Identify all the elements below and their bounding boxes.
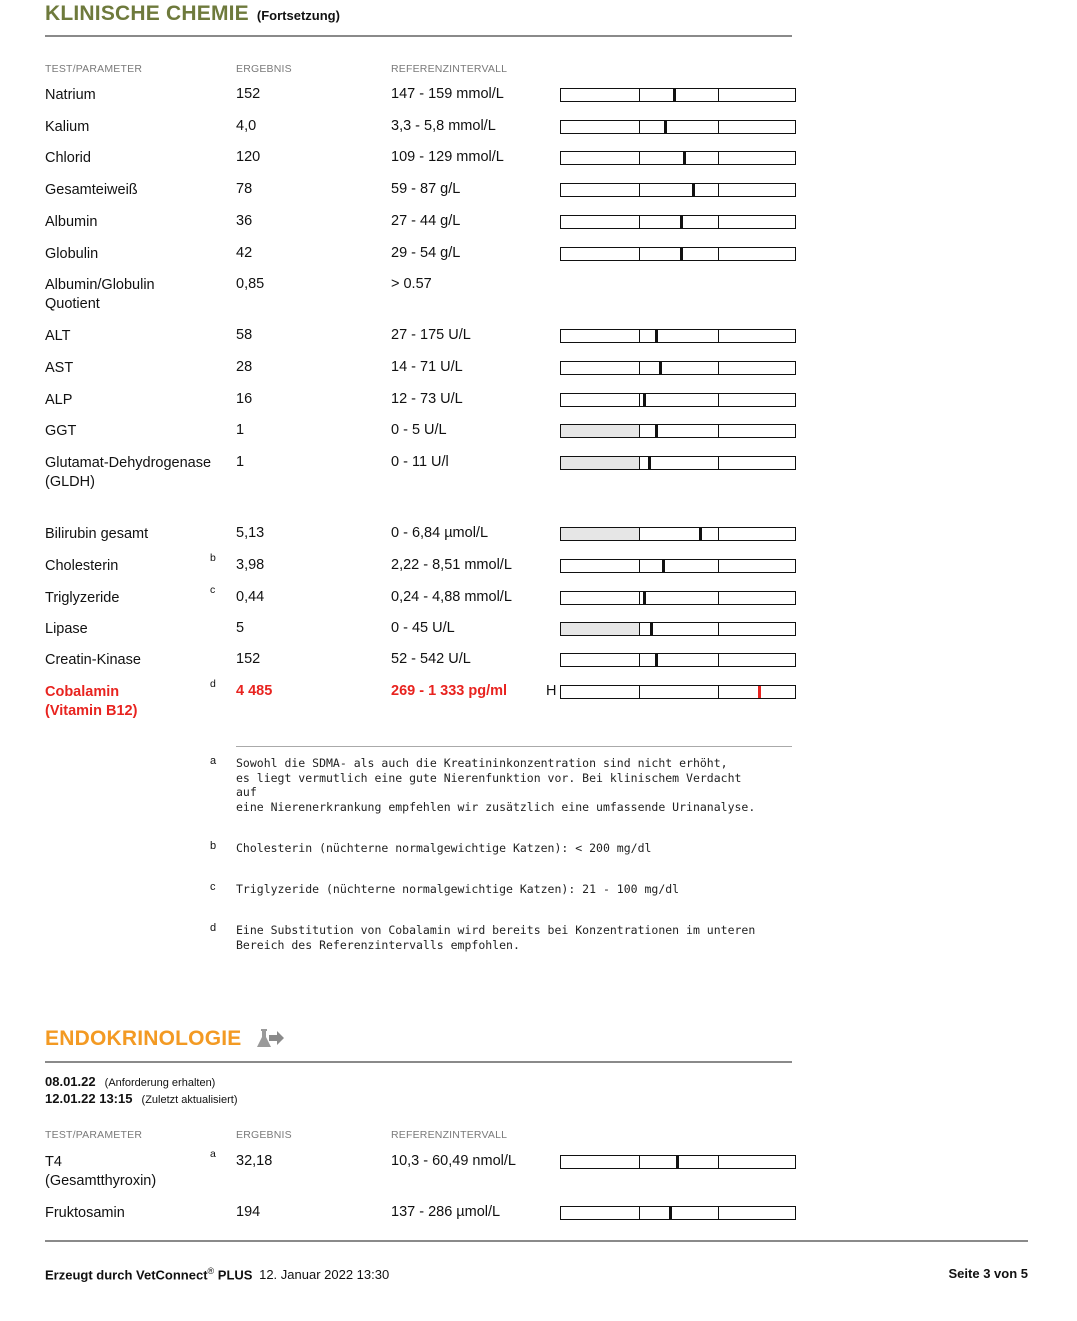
param-name: Albumin/Globulin Quotient [45, 277, 155, 312]
reference-interval: 0 - 45 U/L [391, 620, 455, 636]
result-value: 78 [236, 181, 253, 197]
param-name: Cholesterin [45, 558, 119, 574]
range-bar-divider [718, 425, 719, 437]
range-bar-divider [718, 152, 719, 164]
range-bar-marker [655, 425, 658, 437]
range-bar-low-segment [561, 248, 640, 260]
range-bar-marker [673, 89, 676, 101]
range-bar-low-segment [561, 121, 640, 133]
range-bar-marker [655, 654, 658, 666]
result-value: 16 [236, 391, 253, 407]
range-bar-marker [643, 592, 646, 604]
range-bar-low-segment [561, 528, 640, 540]
range-bar-divider [718, 1156, 719, 1168]
result-value: 0,85 [236, 276, 265, 292]
param-name: T4 (Gesamtthyroxin) [45, 1154, 157, 1189]
reference-interval: 27 - 44 g/L [391, 213, 461, 229]
param-name: Globulin [45, 246, 99, 262]
range-bar-divider [718, 362, 719, 374]
range-bar-marker [758, 686, 761, 698]
range-bar [560, 456, 796, 470]
reference-interval: 2,22 - 8,51 mmol/L [391, 557, 512, 573]
result-value: 5,13 [236, 525, 265, 541]
column-header-result: ERGEBNIS [236, 1129, 292, 1141]
range-bar-low-segment [561, 560, 640, 572]
range-bar [560, 591, 796, 605]
range-bar [560, 685, 796, 699]
range-bar [560, 247, 796, 261]
range-bar-divider [718, 1207, 719, 1219]
reference-interval: 59 - 87 g/L [391, 181, 461, 197]
section-title: ENDOKRINOLOGIE [45, 1027, 242, 1050]
range-bar [560, 1206, 796, 1220]
reference-interval: 137 - 286 µmol/L [391, 1204, 501, 1220]
range-bar-divider [718, 592, 719, 604]
footer-product: PLUS [217, 1267, 253, 1283]
result-value: 58 [236, 327, 253, 343]
reference-interval: 147 - 159 mmol/L [391, 86, 504, 102]
footer-generated-prefix: Erzeugt durch VetConnect [45, 1267, 208, 1283]
range-bar [560, 215, 796, 229]
column-header-param: TEST/PARAMETER [45, 1129, 143, 1141]
range-bar-divider [718, 89, 719, 101]
registered-mark: ® [207, 1266, 215, 1276]
date-updated-note: (Zuletzt aktualisiert) [141, 1094, 238, 1106]
range-bar-marker [699, 528, 702, 540]
flag-indicator: H [546, 683, 557, 699]
range-bar-divider [718, 686, 719, 698]
reference-interval: 0 - 5 U/L [391, 422, 447, 438]
result-value: 1 [236, 454, 245, 470]
footer-date: 12. Januar 2022 13:30 [259, 1267, 390, 1283]
range-bar-marker [680, 216, 683, 228]
range-bar [560, 653, 796, 667]
footnote-ref: b [210, 552, 216, 564]
range-bar-divider [718, 654, 719, 666]
footer-generated [45, 1266, 389, 1282]
range-bar-low-segment [561, 623, 640, 635]
reference-interval: 269 - 1 333 pg/ml [391, 683, 508, 699]
reference-interval: 12 - 73 U/L [391, 391, 463, 407]
range-bar-divider [718, 216, 719, 228]
param-name: Creatin-Kinase [45, 652, 141, 668]
page-number: Seite 3 von 5 [948, 1266, 1028, 1281]
range-bar-marker [643, 394, 646, 406]
range-bar-low-segment [561, 394, 640, 406]
footer-divider [45, 1240, 1028, 1242]
range-bar-marker [662, 560, 665, 572]
date-received-value: 08.01.22 [45, 1074, 96, 1089]
param-name: AST [45, 360, 74, 376]
reference-interval: 0 - 11 U/l [391, 454, 449, 470]
range-bar-marker [664, 121, 667, 133]
result-value: 0,44 [236, 589, 265, 605]
footnote-letter: c [210, 881, 216, 893]
column-header-param: TEST/PARAMETER [45, 63, 143, 75]
result-value: 4,0 [236, 118, 257, 134]
result-value: 152 [236, 86, 261, 102]
range-bar-low-segment [561, 425, 640, 437]
reference-interval: 52 - 542 U/L [391, 651, 471, 667]
param-name: Chlorid [45, 150, 91, 166]
range-bar [560, 151, 796, 165]
range-bar [560, 120, 796, 134]
range-bar [560, 622, 796, 636]
range-bar-divider [718, 623, 719, 635]
footnote-letter: a [210, 755, 217, 767]
range-bar-divider [718, 560, 719, 572]
section-header-endokrinologie [45, 1027, 285, 1051]
result-value: 4 485 [236, 683, 273, 699]
range-bar-low-segment [561, 89, 640, 101]
range-bar-divider [718, 184, 719, 196]
column-header-reference: REFERENZINTERVALL [391, 63, 508, 75]
date-updated [45, 1091, 238, 1106]
range-bar [560, 559, 796, 573]
param-name: Lipase [45, 621, 88, 637]
footnote-letter: b [210, 840, 217, 852]
range-bar [560, 424, 796, 438]
range-bar-low-segment [561, 1207, 640, 1219]
range-bar-divider [718, 330, 719, 342]
range-bar-low-segment [561, 654, 640, 666]
reference-interval: 14 - 71 U/L [391, 359, 463, 375]
range-bar [560, 183, 796, 197]
reference-interval: 27 - 175 U/L [391, 327, 471, 343]
range-bar-marker [669, 1207, 672, 1219]
range-bar-low-segment [561, 184, 640, 196]
param-name: Triglyzeride [45, 590, 120, 606]
param-name: GGT [45, 423, 77, 439]
result-value: 32,18 [236, 1153, 273, 1169]
range-bar [560, 329, 796, 343]
section-subtitle: (Fortsetzung) [256, 8, 340, 23]
range-bar-divider [718, 121, 719, 133]
range-bar-divider [718, 457, 719, 469]
range-bar-low-segment [561, 330, 640, 342]
range-bar-marker [676, 1156, 679, 1168]
param-name: Bilirubin gesamt [45, 526, 149, 542]
footnote-text: Sowohl die SDMA- als auch die Kreatininkonzentration sind nicht erhöht, es liegt vermutlich eine gute Nierenfunktion vor. Bei klinischem Verdacht auf eine Nierenerkrankung empfehlen wir zusätzlich eine umfassende Urinanalyse. [236, 756, 756, 814]
result-value: 3,98 [236, 557, 265, 573]
result-value: 28 [236, 359, 253, 375]
range-bar-marker [680, 248, 683, 260]
result-value: 36 [236, 213, 253, 229]
date-updated-value: 12.01.22 13:15 [45, 1091, 133, 1106]
range-bar [560, 527, 796, 541]
param-name: ALT [45, 328, 71, 344]
section-divider [45, 35, 792, 37]
param-name: Kalium [45, 119, 90, 135]
footnote-text: Eine Substitution von Cobalamin wird bereits bei Konzentrationen im unteren Bereich des Referenzintervalls empfohlen. [236, 923, 756, 952]
footnote-ref: c [210, 584, 216, 596]
range-bar-marker [648, 457, 651, 469]
footnote-text: Triglyzeride (nüchterne normalgewichtige Katzen): 21 - 100 mg/dl [236, 882, 680, 896]
date-received-note: (Anforderung erhalten) [104, 1077, 216, 1089]
range-bar-low-segment [561, 1156, 640, 1168]
result-value: 152 [236, 651, 261, 667]
reference-interval: 0 - 6,84 µmol/L [391, 525, 489, 541]
section-divider [45, 1061, 792, 1063]
column-header-reference: REFERENZINTERVALL [391, 1129, 508, 1141]
section-title: KLINISCHE CHEMIE [45, 2, 249, 25]
range-bar-low-segment [561, 592, 640, 604]
column-header-result: ERGEBNIS [236, 63, 292, 75]
range-bar-divider [718, 394, 719, 406]
range-bar-marker [655, 330, 658, 342]
reference-interval: 0,24 - 4,88 mmol/L [391, 589, 512, 605]
param-name: Cobalamin (Vitamin B12) [45, 684, 138, 719]
result-value: 194 [236, 1204, 261, 1220]
range-bar-divider [718, 528, 719, 540]
result-value: 42 [236, 245, 253, 261]
reference-interval: 3,3 - 5,8 mmol/L [391, 118, 496, 134]
date-received [45, 1074, 215, 1089]
range-bar [560, 361, 796, 375]
reference-interval: > 0.57 [391, 276, 432, 292]
result-value: 120 [236, 149, 261, 165]
result-value: 1 [236, 422, 245, 438]
param-name: Glutamat-Dehydrogenase (GLDH) [45, 455, 212, 490]
footnote-letter: d [210, 922, 217, 934]
section-header-chemie [45, 2, 340, 26]
range-bar-low-segment [561, 362, 640, 374]
range-bar [560, 88, 796, 102]
footnote-divider [236, 746, 792, 747]
param-name: Albumin [45, 214, 98, 230]
footnote-ref: a [210, 1148, 216, 1160]
param-name: Fruktosamin [45, 1205, 125, 1221]
param-name: Natrium [45, 87, 96, 103]
range-bar [560, 1155, 796, 1169]
reference-interval: 10,3 - 60,49 nmol/L [391, 1153, 516, 1169]
range-bar-low-segment [561, 686, 640, 698]
reference-interval: 29 - 54 g/L [391, 245, 461, 261]
range-bar-low-segment [561, 152, 640, 164]
footnote-ref: d [210, 678, 216, 690]
range-bar-divider [718, 248, 719, 260]
range-bar-low-segment [561, 216, 640, 228]
reference-interval: 109 - 129 mmol/L [391, 149, 504, 165]
range-bar-marker [650, 623, 653, 635]
result-value: 5 [236, 620, 245, 636]
param-name: Gesamteiweiß [45, 182, 138, 198]
flask-arrow-icon [255, 1027, 285, 1051]
footnote-text: Cholesterin (nüchterne normalgewichtige Katzen): < 200 mg/dl [236, 841, 652, 855]
range-bar-low-segment [561, 457, 640, 469]
range-bar-marker [692, 184, 695, 196]
param-name: ALP [45, 392, 73, 408]
range-bar [560, 393, 796, 407]
range-bar-marker [683, 152, 686, 164]
range-bar-marker [659, 362, 662, 374]
